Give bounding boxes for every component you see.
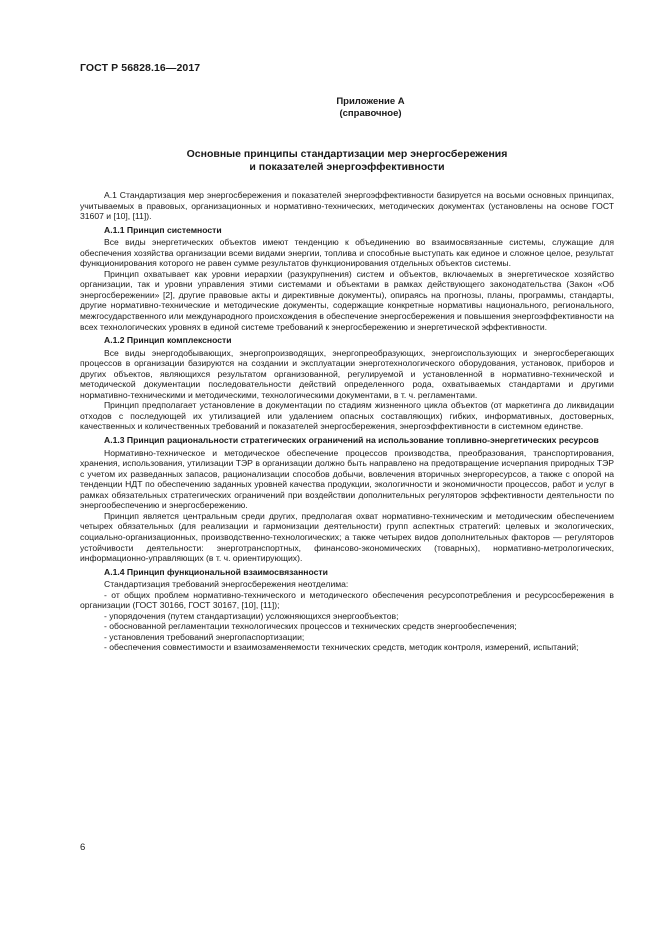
appendix-heading	[80, 96, 661, 120]
paragraph-a1-1-b: Принцип охватывает как уровни иерархии (разукрупнения) систем и объектов, включаемых в энергетическое хозяйство организации, так и уровни управления этими системами и объектами в рамках действующего законодательства (Закон «Об энергосбережении» [2], другие правовые акты и директивные документы), опираясь на прогнозы, планы, программы, стандарты, другие нормативно-технические и методические документы, содержащие конкретные нормативы национального, регионального, межгосударственного или международного происхождения в обеспечение энергосбережения и повышения энергоэффективности на всех технологических уровнях в единой системе требований к энергосбережению и энергетической эффективности.	[80, 268, 614, 332]
heading-a1-2: А.1.2 Принцип комплексности	[104, 335, 232, 346]
section-title-line1: Основные принципы стандартизации мер энергосбережения	[186, 148, 508, 160]
list-item: - установления требований энергопаспортизации;	[104, 631, 305, 642]
paragraph-a1-3-a: Нормативно-техническое и методическое обеспечение процессов производства, преобразования, транспортирования, хранения, использования, утилизации ТЭР в организации должно быть направлено на предотвращение исчерпания природных ТЭР с учетом их разведанных запасов, рационализации способов добычи, вовлечения вторичных энергоресурсов, а также с опорой на тенденции НДТ по обеспечению заданных уровней качества продукции, экологичности и экономичности процессов, работ и услуг в рамках обязательных стратегических ограничений при воздействии дополнительных регуляторов эффективности деятельности по энергообеспечению и энергосбережению.	[80, 447, 614, 511]
paragraph-a1-4-a: Стандартизация требований энергосбережения неотделима:	[104, 579, 349, 590]
section-title-line2: и показателей энергоэффективности	[249, 161, 445, 173]
page-number: 6	[80, 842, 86, 853]
list-item: - от общих проблем нормативно-технического и методического обеспечения ресурсопотребления и ресурсосбережения в организации (ГОСТ 30166, ГОСТ 30167, [10], [11]);	[80, 589, 614, 611]
document-header: ГОСТ Р 56828.16—2017	[80, 62, 201, 74]
list-item: - упорядочения (путем стандартизации) усложняющихся энергообъектов;	[104, 610, 399, 621]
appendix-type: (справочное)	[339, 108, 402, 119]
paragraph-a1-2-b: Принцип предполагает установление в документации по стадиям жизненного цикла объектов (от маркетинга до ликвидации отходов с последующей их утилизацией или удалением опасных составляющих) гибких, информативных, достоверных, качественных и количественных требований и показателей энергосбережения, энергоэффективности в системном единстве.	[80, 400, 614, 432]
appendix-title: Приложение А	[336, 96, 405, 107]
heading-a1-3: А.1.3 Принцип рациональности стратегических ограничений на использование топливно-энергетических ресурсов	[104, 435, 599, 446]
list-item: - обоснованной регламентации технологических процессов и технических средств энергообеспечения;	[104, 621, 517, 632]
paragraph-a1-1-a: Все виды энергетических объектов имеют тенденцию к объединению во взаимосвязанные системы, служащие для обеспечения хозяйства организации всеми видами энергии, топлива и способные выступать как единое и сложное целое, результат функционирования которого не равен сумме результатов функционирования отдельных объектов системы.	[80, 237, 614, 269]
document-body	[80, 190, 614, 653]
paragraph-a1: А.1 Стандартизация мер энергосбережения и показателей энергоэффективности базируется на восьми основных принципах, учитываемых в правовых, организационных и нормативно-технических, методических документах (установлены на основе ГОСТ 31607 и [10], [11]).	[80, 190, 614, 222]
paragraph-a1-3-b: Принцип является центральным среди других, предполагая охват нормативно-техническим и методическим обеспечением четырех обязательных (для реализации и гармонизации деятельности) групп аспектных стратегий: целевых и экологических, социально-организационных, производственно-технологических; а также четырех видов дополнительных факторов — регуляторов устойчивости деятельности: энерготранспортных, финансово-экономических (товарных), нормативно-метрологических, информационно-управляющих (в т. ч. ориентирующих).	[80, 510, 614, 564]
paragraph-a1-2-a: Все виды энергодобывающих, энергопроизводящих, энергопреобразующих, энергоиспользующих и энергосберегающих процессов в организации базируются на создании и эксплуатации энерготехнологического оборудования, установок, приборов и других объектов, являющихся результатом организованной, регулируемой и установленной в нормативно-технической и методической документации последовательности действий определенного рода, охватываемых стандартами и другими нормативно-техническими и методическими, технологическими документами, в т. ч. регламентами.	[80, 347, 614, 400]
heading-a1-4: А.1.4 Принцип функциональной взаимосвязанности	[104, 566, 328, 577]
section-title	[80, 148, 614, 174]
heading-a1-1: А.1.1 Принцип системности	[104, 224, 222, 235]
list-item: - обеспечения совместимости и взаимозаменяемости технических средств, методик контроля, измерений, испытаний;	[104, 642, 579, 653]
